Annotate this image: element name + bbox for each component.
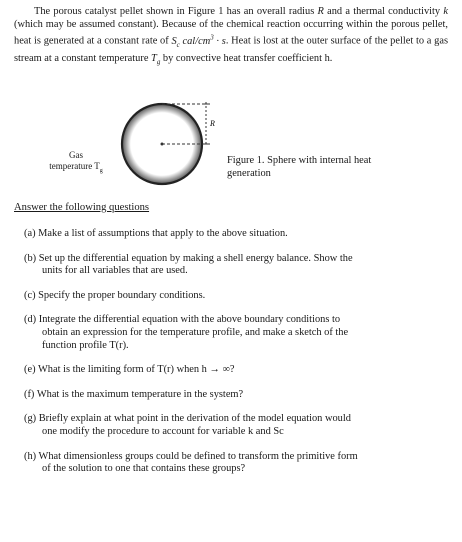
question-a: (a) Make a list of assumptions that apply to the above situation. <box>24 228 288 239</box>
gas-temperature-label: Gas temperature $T_g$ <box>49 150 103 174</box>
question-h: (h) What dimensionless groups could be defined to transform the primitive form of the solution to one that contains these groups? <box>24 450 358 475</box>
figure-1 <box>0 88 462 198</box>
questions-list <box>24 228 448 476</box>
radius-label: R <box>210 119 215 128</box>
answer-heading: Answer the following questions <box>14 202 150 213</box>
question-f: (f) What is the maximum temperature in the system? <box>24 388 244 400</box>
question-d: (d) Integrate the differential equation with the above boundary conditions to obtain an expression for the temperature profile, and make a sketch of the function profile T(r). <box>24 314 349 351</box>
sphere-diagram <box>110 88 230 193</box>
question-b: (b) Set up the differential equation by making a shell energy balance. Show the units for all variables that are used. <box>24 252 353 277</box>
problem-intro: The porous catalyst pellet shown in Figure 1 has an overall radius R and a thermal conductivity k (which may be assumed constant). Because of the chemical reaction occurring within the porous pellet, heat is generated at a constant rate of $S_c$ cal/$cm^3 \cdot s$. Heat is lost at the outer surface of the pellet to a gas stream at a constant temperature $T_g$ by convective heat transfer coefficient h. <box>14 6 449 67</box>
question-e: (e) What is the limiting form of T(r) when h → ∞? <box>24 364 235 376</box>
sphere-center-dot <box>161 143 164 146</box>
question-g: (g) Briefly explain at what point in the derivation of the model equation would one modify the procedure to account for variable k and Sc <box>24 413 351 437</box>
figure-caption: Figure 1. Sphere with internal heat generation <box>227 155 372 179</box>
question-c: (c) Specify the proper boundary conditions. <box>24 289 206 301</box>
